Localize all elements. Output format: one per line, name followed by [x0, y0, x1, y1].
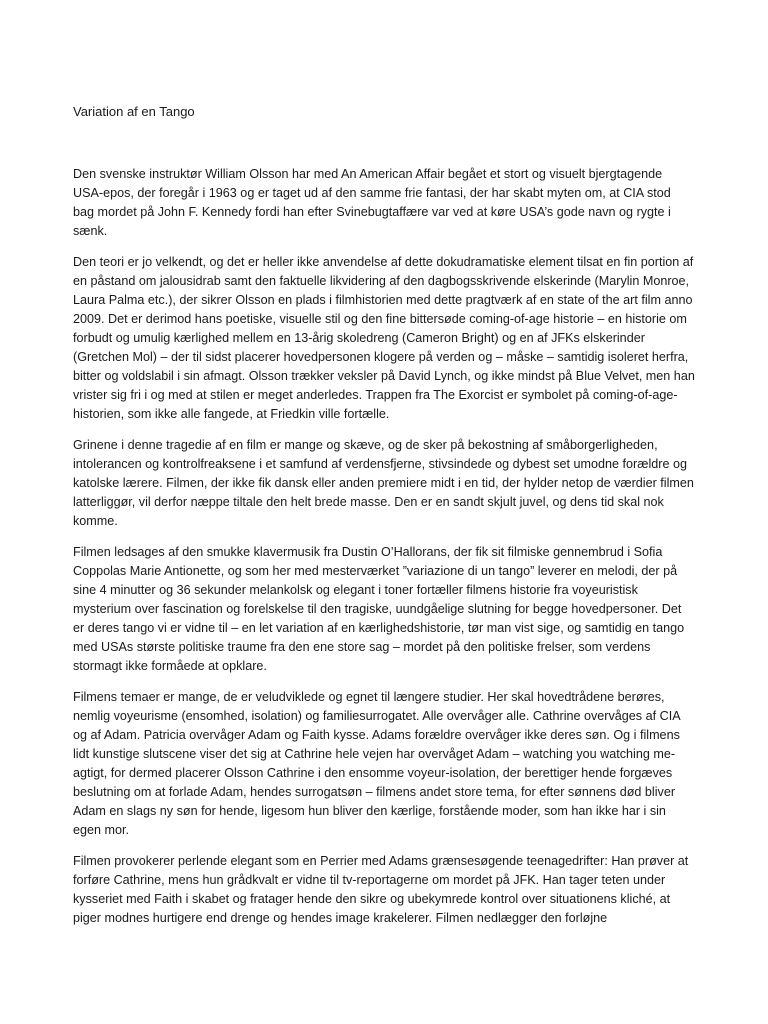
paragraph-4: Filmen ledsages af den smukke klavermusik fra Dustin O’Hallorans, der fik sit filmiske gennembrud i Sofia Coppolas Marie Antionette, og som her med mesterværket ”variazione di un tango” leverer en melodi, der på sine 4 minutter og 36 sekunder melankolsk og elegant i toner fortæller filmens historie fra voyeuristisk mysterium over fascination og forelskelse til den tragiske, uundgåelige slutning for begge hovedpersoner. Det er deres tango vi er vidne til – en let variation af en kærlighedshistorie, tør man vist sige, og samtidig en tango med USAs største politiske traume fra den ene store sag – mordet på den politiske frelser, som verdens stormagt ikke formåede at opklare. [73, 545, 685, 673]
paragraph-1: Den svenske instruktør William Olsson har med An American Affair begået et stort og visuelt bjergtagende USA-epos, der foregår i 1963 og er taget ud af den samme frie fantasi, der har skabt myten om, at CIA stod bag mordet på John F. Kennedy fordi han efter Svinebugtaffære var ved at køre USA’s gode navn og rygte i sænk. [73, 167, 671, 238]
document-title: Variation af en Tango [73, 104, 195, 119]
document-body [73, 102, 695, 940]
paragraph-6: Filmen provokerer perlende elegant som en Perrier med Adams grænsesøgende teenagedrifter: Han prøver at forføre Cathrine, mens hun grådkvalt er vidne til tv-reportagerne om mordet på JFK. Han tager teten under kysseriet med Faith i skabet og fratager hende den sikre og ubekymrede kontrol over situationens kliché, at piger modnes hurtigere end drenge og hendes image krakelerer. Filmen nedlægger den forløjne [73, 854, 689, 925]
paragraph-2: Den teori er jo velkendt, og det er heller ikke anvendelse af dette dokudramatiske element tilsat en fin portion af en påstand om jalousidrab samt den faktuelle likvidering af den dagbogsskrivende elskerinde (Marylin Monroe, Laura Palma etc.), der sikrer Olsson en plads i filmhistorien med dette pragtværk af en state of the art film anno 2009. Det er derimod hans poetiske, visuelle stil og den fine bittersøde coming-of-age historie – en historie om forbudt og umulig kærlighed mellem en 13-årig skoledreng (Cameron Bright) og en af JFKs elskerinder (Gretchen Mol) – der til sidst placerer hovedpersonen klogere på verden og – måske – samtidig isoleret herfra, bitter og voldslabil i sin afmagt. Olsson trækker veksler på David Lynch, og ikke mindst på Blue Velvet, men han vrister sig fri i og med at stilen er meget anderledes. Trappen fra The Exorcist er symbolet på coming-of-age-historien, som ikke alle fangede, at Friedkin ville fortælle. [73, 255, 695, 421]
paragraph-5: Filmens temaer er mange, de er veludviklede og egnet til længere studier. Her skal hovedtrådene berøres, nemlig voyeurisme (ensomhed, isolation) og familiesurrogatet. Alle overvåger alle. Cathrine overvåges af CIA og af Adam. Patricia overvåger Adam og Faith kysse. Adams forældre overvåger ikke deres søn. Og i filmens lidt kunstige slutscene viser det sig at Cathrine hele vejen har overvåget Adam – watching you watching me-agtigt, for dermed placerer Olsson Cathrine i den ensomme voyeur-isolation, der berettiger hende forgæves beslutning om at forlade Adam, hendes surrogatsøn – filmens andet store tema, for efter sønnens død bliver Adam en slags ny søn for hende, ligesom hun bliver den kærlige, forstående moder, som han ikke har i sin egen mor. [73, 690, 680, 837]
paragraph-3: Grinene i denne tragedie af en film er mange og skæve, og de sker på bekostning af småborgerligheden, intolerancen og kontrolfreaksene i et samfund af verdensfjerne, stivsindede og dybest set umodne forældre og katolske lærere. Filmen, der ikke fik dansk eller anden premiere midt i en tid, der hylder netop de værdier filmen latterliggør, vil derfor næppe tiltale den helt brede masse. Den er en sandt skjult juvel, og dens tid skal nok komme. [73, 438, 694, 528]
